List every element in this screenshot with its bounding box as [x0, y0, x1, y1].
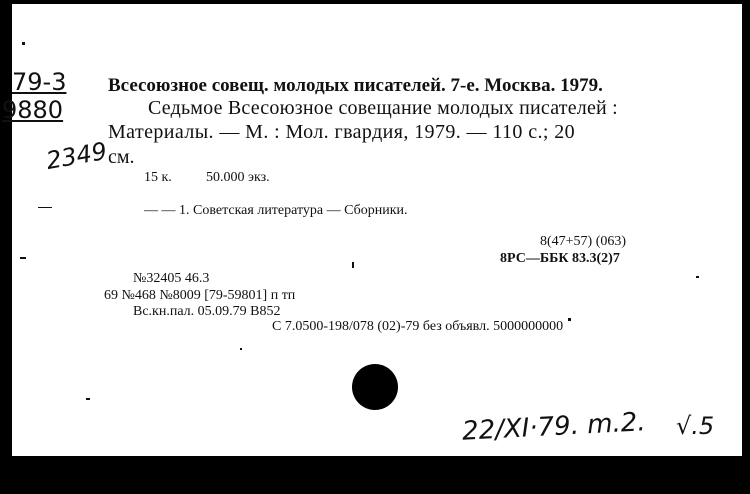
- scan-speck: [86, 398, 90, 400]
- order-numbers: 69 №468 №8009 [79-59801] п тп: [104, 288, 296, 303]
- main-heading: Всесоюзное совещ. молодых писателей. 7-е. Москва. 1979.: [108, 75, 603, 96]
- scan-speck: [352, 262, 354, 268]
- handwritten-margin-note: 2349: [44, 136, 110, 176]
- copies: 50.000 экз.: [206, 170, 270, 185]
- scan-speck: [568, 318, 571, 321]
- handwritten-date-note: 22/XI·79. m.2.: [461, 407, 647, 447]
- subject-heading: — — 1. Советская литература — Сборники.: [144, 203, 408, 218]
- call-number-bottom: 9880: [2, 96, 64, 124]
- title-line-2: Материалы. — М. : Мол. гвардия, 1979. — 110 с.; 20: [108, 121, 576, 143]
- classification-2: 8РС—ББК 83.3(2)7: [500, 251, 620, 266]
- scan-speck: [22, 42, 25, 45]
- scan-speck: [38, 207, 52, 208]
- punch-hole: [352, 364, 398, 410]
- index-code: С 7.0500-198/078 (02)-79 без объявл. 5000000000: [272, 319, 564, 334]
- call-number-top: 79-3: [12, 68, 67, 96]
- chamber-record: Вс.кн.пал. 05.09.79 В852: [133, 304, 281, 319]
- price: 15 к.: [144, 170, 172, 185]
- registration-number: №32405 46.3: [133, 271, 210, 286]
- scan-speck: [20, 257, 26, 259]
- scan-speck: [240, 348, 242, 350]
- classification-1: 8(47+57) (063): [540, 234, 627, 249]
- title-line-1: Седьмое Всесоюзное совещание молодых писателей :: [148, 97, 618, 119]
- scan-speck: [696, 276, 699, 278]
- title-line-3: см.: [108, 146, 135, 168]
- handwritten-corner-note: √.5: [676, 412, 715, 440]
